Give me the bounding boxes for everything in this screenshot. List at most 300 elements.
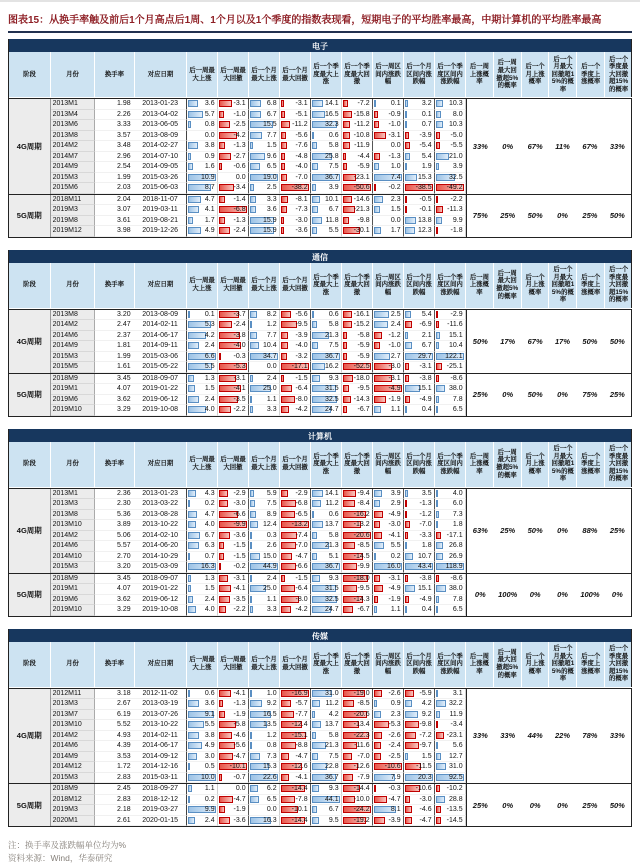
metric-cell bbox=[435, 741, 466, 752]
probability-cell: 25% bbox=[472, 390, 488, 399]
metric-value: -4.1 bbox=[233, 689, 246, 697]
turnover-cell: 1.72 bbox=[95, 762, 135, 773]
column-header: 后一周最大回撤 bbox=[218, 442, 249, 488]
turnover-cell: 4.07 bbox=[95, 384, 135, 395]
date-cell: 2014-12-16 bbox=[135, 762, 187, 773]
metric-cell bbox=[218, 795, 249, 806]
metric-cell bbox=[435, 584, 466, 595]
probability-cell: 0% bbox=[529, 800, 541, 810]
metric-cell bbox=[249, 773, 280, 784]
metric-value: 12.3 bbox=[417, 227, 432, 235]
footer-source: 资料来源：Wind，华泰研究 bbox=[8, 852, 113, 863]
probability-cell: 88% bbox=[582, 526, 598, 535]
metric-value: 4.7 bbox=[204, 195, 215, 203]
month-cell: 2018M9 bbox=[51, 374, 95, 385]
metric-value: -9.9 bbox=[233, 521, 246, 529]
metric-cell bbox=[311, 489, 342, 500]
date-cell: 2015-03-06 bbox=[135, 352, 187, 363]
metric-cell bbox=[435, 320, 466, 331]
metric-value: 36.7 bbox=[324, 563, 339, 571]
turnover-cell: 5.52 bbox=[95, 720, 135, 731]
metric-value: -14.3 bbox=[353, 595, 370, 603]
metric-value: 9.3 bbox=[328, 785, 339, 793]
column-header: 后一个月最大上涨 bbox=[249, 442, 280, 488]
metric-value: -5.9 bbox=[357, 352, 370, 360]
metric-cell bbox=[373, 152, 404, 163]
stage-group bbox=[9, 194, 631, 237]
metric-value: -5.9 bbox=[357, 342, 370, 350]
metric-cell bbox=[342, 574, 373, 585]
month-cell: 2013M6 bbox=[51, 120, 95, 131]
metric-cell bbox=[373, 131, 404, 142]
metric-cell bbox=[373, 762, 404, 773]
date-cell: 2014-02-10 bbox=[135, 531, 187, 542]
table-row bbox=[51, 699, 466, 710]
date-cell: 2019-06-12 bbox=[135, 395, 187, 406]
metric-value: -3.4 bbox=[450, 721, 463, 729]
column-header: 后一周上涨概率 bbox=[466, 52, 494, 98]
metric-cell bbox=[373, 710, 404, 721]
metric-cell bbox=[218, 489, 249, 500]
metric-cell bbox=[404, 795, 435, 806]
turnover-cell: 3.33 bbox=[95, 120, 135, 131]
column-header: 后一周最大上涨 bbox=[187, 263, 218, 309]
column-header: 后一个季度最大回撤超15%的概率 bbox=[605, 52, 633, 98]
metric-value: -10.8 bbox=[353, 131, 370, 139]
metric-value: -7.0 bbox=[357, 752, 370, 760]
metric-value: -1.3 bbox=[419, 500, 432, 508]
table-row bbox=[51, 805, 466, 816]
metric-cell bbox=[280, 731, 311, 742]
table-row bbox=[51, 173, 466, 184]
metric-value: -25.1 bbox=[446, 363, 463, 371]
metric-value: 24.7 bbox=[324, 406, 339, 414]
metric-value: -10.1 bbox=[229, 763, 246, 771]
metric-value: -23.1 bbox=[446, 731, 463, 739]
metric-value: 0.9 bbox=[390, 700, 401, 708]
probability-cell: 50% bbox=[527, 390, 543, 399]
metric-value: -3.1 bbox=[233, 574, 246, 582]
month-cell: 2013M8 bbox=[51, 510, 95, 521]
metric-value: -2.2 bbox=[233, 606, 246, 614]
metric-cell bbox=[404, 195, 435, 206]
metric-value: -5.8 bbox=[233, 721, 246, 729]
metric-cell bbox=[435, 162, 466, 173]
metric-value: -10.2 bbox=[446, 785, 463, 793]
metric-value: 21.3 bbox=[324, 542, 339, 550]
metric-cell bbox=[435, 405, 466, 416]
metric-cell bbox=[435, 120, 466, 131]
rows-block bbox=[51, 574, 466, 616]
date-cell: 2019-03-11 bbox=[135, 205, 187, 216]
turnover-cell: 3.07 bbox=[95, 205, 135, 216]
probability-block bbox=[466, 689, 631, 784]
metric-cell bbox=[187, 141, 218, 152]
metric-value: 2.3 bbox=[390, 710, 401, 718]
column-header: 后一个月区间内涨跌幅 bbox=[404, 442, 435, 488]
metric-cell bbox=[342, 784, 373, 795]
metric-value: 5.3 bbox=[204, 321, 215, 329]
date-cell: 2013-01-23 bbox=[135, 489, 187, 500]
metric-value: -22.3 bbox=[353, 731, 370, 739]
metric-cell bbox=[404, 362, 435, 373]
column-header: 后一周最大回撤超5%的概率 bbox=[494, 442, 522, 488]
metric-cell bbox=[373, 99, 404, 110]
metric-value: 5.9 bbox=[266, 489, 277, 497]
metric-cell bbox=[342, 795, 373, 806]
metric-value: 16.0 bbox=[386, 563, 401, 571]
probability-cell: 33% bbox=[500, 731, 516, 741]
stage-cell: 5G周期 bbox=[9, 374, 51, 416]
probability-cell: 25% bbox=[609, 390, 625, 399]
metric-cell bbox=[342, 720, 373, 731]
metric-value: 3.8 bbox=[204, 142, 215, 150]
metric-value: 0.0 bbox=[390, 142, 401, 150]
metric-value: -8.0 bbox=[295, 595, 308, 603]
metric-cell bbox=[311, 541, 342, 552]
column-header: 换手率 bbox=[95, 52, 135, 98]
column-header: 后一个季度区间内涨跌幅 bbox=[435, 52, 466, 98]
probability-cell: 50% bbox=[527, 526, 543, 535]
column-header: 后一周区间内涨跌幅 bbox=[373, 442, 404, 488]
metric-cell bbox=[373, 499, 404, 510]
metric-cell bbox=[373, 562, 404, 573]
metric-cell bbox=[218, 731, 249, 742]
metric-value: -18.0 bbox=[353, 574, 370, 582]
metric-value: -3.1 bbox=[233, 100, 246, 108]
probability-cell: 22% bbox=[555, 731, 571, 741]
metric-value: 2.9 bbox=[390, 500, 401, 508]
metric-cell bbox=[373, 584, 404, 595]
table-row bbox=[51, 226, 466, 237]
metric-cell bbox=[404, 699, 435, 710]
metric-value: -8.5 bbox=[357, 700, 370, 708]
metric-value: 8.2 bbox=[266, 310, 277, 318]
metric-cell bbox=[373, 773, 404, 784]
metric-cell bbox=[373, 162, 404, 173]
probability-cell: 78% bbox=[582, 731, 598, 741]
month-cell: 2019M10 bbox=[51, 605, 95, 616]
table-row bbox=[51, 331, 466, 342]
metric-cell bbox=[342, 520, 373, 531]
column-header: 后一周最大回撤 bbox=[218, 642, 249, 688]
metric-cell bbox=[373, 720, 404, 731]
rows-block bbox=[51, 195, 466, 237]
metric-value: 5.5 bbox=[204, 721, 215, 729]
metric-value: 1.0 bbox=[266, 689, 277, 697]
probability-cell: 50% bbox=[472, 336, 488, 346]
metric-cell bbox=[218, 183, 249, 194]
column-header: 对应日期 bbox=[135, 442, 187, 488]
turnover-cell: 3.61 bbox=[95, 216, 135, 227]
metric-cell bbox=[373, 362, 404, 373]
metric-value: 31.5 bbox=[324, 385, 339, 393]
table-row bbox=[51, 741, 466, 752]
month-cell: 2013M1 bbox=[51, 489, 95, 500]
metric-cell bbox=[342, 195, 373, 206]
table-row bbox=[51, 489, 466, 500]
metric-cell bbox=[311, 152, 342, 163]
metric-cell bbox=[373, 120, 404, 131]
metric-value: 8.7 bbox=[204, 184, 215, 192]
metric-value: -4.9 bbox=[388, 510, 401, 518]
metric-value: 3.6 bbox=[204, 100, 215, 108]
metric-cell bbox=[218, 689, 249, 700]
metric-cell bbox=[187, 541, 218, 552]
metric-cell bbox=[218, 205, 249, 216]
metric-cell bbox=[311, 120, 342, 131]
turnover-cell: 4.07 bbox=[95, 584, 135, 595]
probability-cell: 17% bbox=[555, 336, 571, 346]
turnover-cell: 1.99 bbox=[95, 352, 135, 363]
metric-cell bbox=[373, 741, 404, 752]
metric-value: -1.5 bbox=[295, 574, 308, 582]
metric-cell bbox=[342, 762, 373, 773]
metric-value: 0.6 bbox=[204, 689, 215, 697]
metric-cell bbox=[435, 762, 466, 773]
metric-cell bbox=[249, 595, 280, 606]
metric-cell bbox=[435, 605, 466, 616]
metric-cell bbox=[249, 405, 280, 416]
metric-cell bbox=[404, 162, 435, 173]
metric-cell bbox=[187, 762, 218, 773]
turnover-cell: 2.70 bbox=[95, 552, 135, 563]
month-cell: 2020M1 bbox=[51, 816, 95, 827]
month-cell: 2019M6 bbox=[51, 595, 95, 606]
table-row bbox=[51, 552, 466, 563]
probability-cell: 0% bbox=[557, 590, 568, 599]
metric-cell bbox=[280, 773, 311, 784]
metric-value: 11.9 bbox=[449, 710, 463, 718]
metric-value: -18.0 bbox=[353, 374, 370, 382]
probability-cell: 11% bbox=[555, 141, 570, 151]
metric-cell bbox=[404, 183, 435, 194]
date-cell: 2014-09-11 bbox=[135, 341, 187, 352]
metric-value: 0.4 bbox=[421, 406, 432, 414]
metric-cell bbox=[435, 352, 466, 363]
date-cell: 2014-06-17 bbox=[135, 331, 187, 342]
metric-value: -2.9 bbox=[295, 489, 308, 497]
metric-cell bbox=[373, 520, 404, 531]
metric-value: -17.1 bbox=[446, 531, 463, 539]
metric-value: -4.1 bbox=[233, 385, 246, 393]
metric-cell bbox=[280, 541, 311, 552]
metric-cell bbox=[404, 173, 435, 184]
metric-value: -5.4 bbox=[419, 142, 432, 150]
metric-cell bbox=[249, 731, 280, 742]
metric-cell bbox=[311, 689, 342, 700]
metric-value: 5.6 bbox=[452, 742, 463, 750]
table-row bbox=[51, 499, 466, 510]
metric-value: 3.9 bbox=[328, 184, 339, 192]
metric-value: 31.0 bbox=[324, 689, 339, 697]
turnover-cell: 2.83 bbox=[95, 795, 135, 806]
metric-value: 6.7 bbox=[421, 342, 432, 350]
column-header: 后一周最大回撤超5%的概率 bbox=[494, 52, 522, 98]
metric-cell bbox=[373, 574, 404, 585]
column-header: 后一个季度最大上涨 bbox=[311, 263, 342, 309]
metric-cell bbox=[342, 205, 373, 216]
metric-value: 1.7 bbox=[390, 227, 401, 235]
metric-cell bbox=[435, 510, 466, 521]
month-cell: 2013M7 bbox=[51, 710, 95, 721]
metric-value: -4.4 bbox=[357, 152, 370, 160]
metric-cell bbox=[404, 110, 435, 121]
metric-cell bbox=[187, 584, 218, 595]
metric-cell bbox=[342, 226, 373, 237]
metric-cell bbox=[187, 699, 218, 710]
probability-cell: 0% bbox=[529, 590, 541, 599]
metric-value: 0.2 bbox=[390, 552, 401, 560]
metric-cell bbox=[342, 699, 373, 710]
month-cell: 2019M6 bbox=[51, 395, 95, 406]
column-header: 阶段 bbox=[9, 263, 51, 309]
metric-cell bbox=[373, 752, 404, 763]
column-header: 后一个月最大回撤超15%的概率 bbox=[549, 442, 577, 488]
metric-cell bbox=[218, 520, 249, 531]
turnover-cell: 1.81 bbox=[95, 341, 135, 352]
date-cell: 2014-10-29 bbox=[135, 552, 187, 563]
turnover-cell: 3.20 bbox=[95, 310, 135, 321]
metric-cell bbox=[435, 99, 466, 110]
metric-value: 3.8 bbox=[204, 731, 215, 739]
metric-value: -3.3 bbox=[419, 531, 432, 539]
table-row bbox=[51, 784, 466, 795]
month-cell: 2013M8 bbox=[51, 310, 95, 321]
probability-cell: 25% bbox=[582, 800, 598, 810]
probability-cell: 33% bbox=[609, 731, 625, 741]
month-cell: 2014M12 bbox=[51, 762, 95, 773]
metric-value: 4.7 bbox=[204, 510, 215, 518]
metric-value: 9.3 bbox=[328, 374, 339, 382]
metric-cell bbox=[342, 499, 373, 510]
metric-cell bbox=[187, 562, 218, 573]
metric-cell bbox=[187, 331, 218, 342]
metric-value: 15.5 bbox=[262, 121, 277, 129]
metric-value: -21.3 bbox=[353, 206, 370, 214]
month-cell: 2014M6 bbox=[51, 741, 95, 752]
metric-value: 22.8 bbox=[324, 763, 339, 771]
table-row bbox=[51, 195, 466, 206]
metric-value: -7.2 bbox=[419, 731, 432, 739]
metric-cell bbox=[373, 384, 404, 395]
date-cell: 2015-05-22 bbox=[135, 362, 187, 373]
metric-cell bbox=[342, 110, 373, 121]
metric-value: 2.4 bbox=[204, 342, 215, 350]
metric-cell bbox=[342, 310, 373, 321]
metric-cell bbox=[373, 489, 404, 500]
metric-value: -38.5 bbox=[415, 184, 432, 192]
metric-value: 2.5 bbox=[390, 310, 401, 318]
column-header: 后一周上涨概率 bbox=[466, 442, 494, 488]
metric-value: -4.9 bbox=[419, 395, 432, 403]
turnover-cell: 3.29 bbox=[95, 605, 135, 616]
metric-value: 0.9 bbox=[204, 152, 215, 160]
metric-value: -6.8 bbox=[295, 500, 308, 508]
metric-value: -3.1 bbox=[233, 374, 246, 382]
metric-cell bbox=[311, 699, 342, 710]
metric-cell bbox=[187, 816, 218, 827]
metric-cell bbox=[311, 562, 342, 573]
metric-cell bbox=[404, 405, 435, 416]
probability-cell: 75% bbox=[472, 211, 488, 220]
metric-cell bbox=[404, 574, 435, 585]
table-row bbox=[51, 384, 466, 395]
metric-cell bbox=[280, 141, 311, 152]
probability-cell: 0% bbox=[502, 800, 514, 810]
column-header: 后一个月最大回撤 bbox=[280, 263, 311, 309]
metric-value: -5.9 bbox=[357, 163, 370, 171]
column-header: 后一周最大回撤超5%的概率 bbox=[494, 263, 522, 309]
metric-value: 0.0 bbox=[266, 806, 277, 814]
metric-cell bbox=[280, 584, 311, 595]
metric-cell bbox=[311, 99, 342, 110]
metric-cell bbox=[342, 331, 373, 342]
metric-value: -4.6 bbox=[419, 806, 432, 814]
metric-value: 4.9 bbox=[204, 742, 215, 750]
column-header: 后一个季度最大上涨 bbox=[311, 52, 342, 98]
stage-group bbox=[9, 489, 631, 573]
metric-cell bbox=[342, 395, 373, 406]
metric-value: -11.2 bbox=[354, 121, 370, 129]
date-cell: 2014-09-05 bbox=[135, 162, 187, 173]
month-cell: 2014M2 bbox=[51, 141, 95, 152]
metric-cell bbox=[404, 499, 435, 510]
metric-cell bbox=[342, 773, 373, 784]
metric-cell bbox=[218, 762, 249, 773]
metric-value: 43.4 bbox=[417, 563, 432, 571]
metric-cell bbox=[435, 216, 466, 227]
metric-cell bbox=[218, 510, 249, 521]
metric-cell bbox=[311, 352, 342, 363]
metric-value: 0.1 bbox=[421, 110, 432, 118]
metric-value: -2.5 bbox=[233, 121, 246, 129]
metric-cell bbox=[404, 731, 435, 742]
section-title: 通信 bbox=[9, 250, 631, 263]
metric-value: -16.9 bbox=[291, 689, 308, 697]
metric-cell bbox=[373, 352, 404, 363]
metric-value: -13.4 bbox=[353, 721, 370, 729]
metric-cell bbox=[187, 131, 218, 142]
metric-value: 9.5 bbox=[328, 816, 339, 824]
date-cell: 2015-06-03 bbox=[135, 183, 187, 194]
metric-value: 7.4 bbox=[390, 173, 401, 181]
metric-value: -6.9 bbox=[419, 321, 432, 329]
metric-cell bbox=[187, 352, 218, 363]
metric-cell bbox=[187, 320, 218, 331]
month-cell: 2014M6 bbox=[51, 331, 95, 342]
metric-value: -9.4 bbox=[357, 489, 370, 497]
metric-value: 1.7 bbox=[204, 216, 215, 224]
metric-cell bbox=[373, 731, 404, 742]
metric-value: -9.7 bbox=[419, 742, 432, 750]
metric-cell bbox=[218, 331, 249, 342]
metric-value: 1.3 bbox=[204, 374, 215, 382]
metric-cell bbox=[280, 99, 311, 110]
metric-cell bbox=[280, 331, 311, 342]
metric-cell bbox=[373, 374, 404, 385]
metric-cell bbox=[311, 584, 342, 595]
column-header: 后一个季度上涨概率 bbox=[577, 52, 605, 98]
metric-cell bbox=[280, 710, 311, 721]
turnover-cell: 6.19 bbox=[95, 710, 135, 721]
metric-cell bbox=[435, 141, 466, 152]
date-cell: 2018-09-27 bbox=[135, 784, 187, 795]
metric-value: -1.8 bbox=[450, 227, 463, 235]
metric-value: -3.0 bbox=[233, 500, 246, 508]
turnover-cell: 3.98 bbox=[95, 226, 135, 237]
metric-value: -5.5 bbox=[450, 142, 463, 150]
